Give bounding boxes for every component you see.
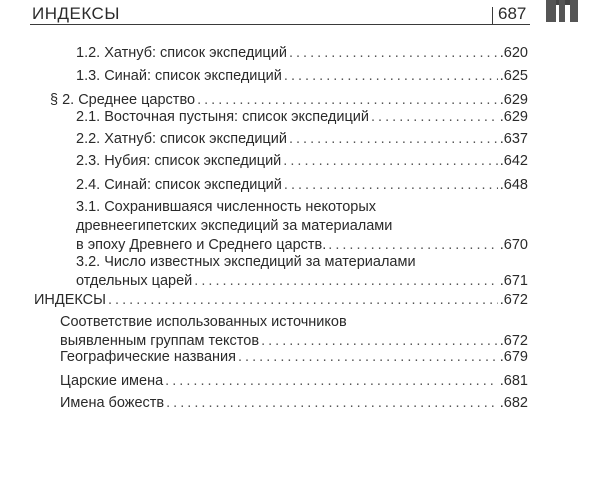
toc-entry-text: в эпоху Древнего и Среднего царств. <box>76 237 327 253</box>
toc-entry-row <box>76 130 528 149</box>
toc-entry-page: .681 <box>499 373 528 389</box>
toc-entry[interactable] <box>76 67 528 86</box>
toc-entry-text: Географические названия <box>60 349 236 365</box>
toc-entry-page: .672 <box>499 333 528 349</box>
dot-leader <box>289 130 498 149</box>
toc-entry-text: 2.2. Хатнуб: список экспедиций <box>76 131 287 147</box>
toc-entry[interactable] <box>76 253 528 291</box>
toc-entry[interactable] <box>60 372 528 391</box>
toc-entry-page: .679 <box>499 349 528 365</box>
toc-entry-row <box>76 44 528 63</box>
toc-entry-text: Царские имена <box>60 373 164 389</box>
toc-entry-row <box>60 372 528 391</box>
toc-entry-row <box>76 152 528 171</box>
toc-entry[interactable] <box>76 176 528 195</box>
toc-entry-text: 3.2. Число известных экспедиций за материалами <box>76 254 416 270</box>
toc-entry-text: древнеегипетских экспедиций за материалами <box>76 218 393 234</box>
toc-entry-page: .642 <box>499 153 528 169</box>
toc-entry[interactable] <box>60 313 528 351</box>
toc-entry-page: .625 <box>499 68 528 84</box>
toc-entry-page: .670 <box>499 237 528 253</box>
running-header <box>30 3 530 25</box>
dot-leader <box>284 176 498 195</box>
dot-leader <box>165 372 498 391</box>
toc-entry-text: 1.3. Синай: список экспедиций <box>76 68 282 84</box>
toc-entry[interactable] <box>76 108 528 127</box>
toc-entry-text: 2.4. Синай: список экспедиций <box>76 177 282 193</box>
toc-entry-text: § 2. Среднее царство <box>50 92 196 108</box>
toc-entry-page: .620 <box>499 45 528 61</box>
toc-entry[interactable] <box>76 130 528 149</box>
page-edge-tab-marks <box>546 0 578 22</box>
toc-entry-page: .629 <box>499 92 528 108</box>
dot-leader <box>283 152 497 171</box>
toc-entry-row <box>60 394 528 413</box>
edge-tab-bar <box>570 0 578 22</box>
toc-entry-text: 1.2. Хатнуб: список экспедиций <box>76 45 287 61</box>
toc-entry-text: Имена божеств <box>60 395 165 411</box>
toc-entry-text: 3.1. Сохранившаяся численность некоторых <box>76 199 377 215</box>
toc-entry-text: отдельных царей <box>76 273 193 289</box>
dot-leader <box>166 394 498 413</box>
toc-entry-row <box>76 108 528 127</box>
toc-entry-page: .637 <box>499 131 528 147</box>
toc-entry-text: ИНДЕКСЫ <box>34 292 106 308</box>
toc-entry[interactable] <box>76 44 528 63</box>
toc-entry-text: 2.3. Нубия: список экспедиций <box>76 153 282 169</box>
dot-leader <box>289 44 498 63</box>
toc-entry[interactable] <box>76 198 528 255</box>
running-header-title: ИНДЕКСЫ <box>32 4 120 23</box>
page-number: 687 <box>498 4 527 23</box>
toc-entry[interactable] <box>60 394 528 413</box>
toc-entry-page: .682 <box>499 395 528 411</box>
toc-entry-page: .629 <box>499 109 528 125</box>
toc-entry-row <box>76 176 528 195</box>
toc-entry-text: Соответствие использованных источников <box>60 314 347 330</box>
header-rule <box>30 24 530 25</box>
edge-tab-bar <box>559 0 565 22</box>
toc-entry-page: .672 <box>499 292 528 308</box>
dot-leader <box>238 348 498 367</box>
toc-entry-row <box>76 67 528 86</box>
dot-leader <box>371 108 498 127</box>
toc-entry-row <box>34 291 528 310</box>
toc-entry-row <box>60 348 528 367</box>
toc-entry-row <box>76 272 528 291</box>
dot-leader <box>194 272 497 291</box>
toc-entry[interactable] <box>60 348 528 367</box>
header-page-divider <box>492 7 493 25</box>
toc-entry-text: выявленным группам текстов <box>60 333 260 349</box>
toc-entry[interactable] <box>34 291 528 310</box>
toc-entry-page: .648 <box>499 177 528 193</box>
toc-entry[interactable] <box>76 152 528 171</box>
edge-tab-bar <box>546 0 556 22</box>
dot-leader <box>284 67 498 86</box>
toc-entry-page: .671 <box>499 273 528 289</box>
toc-entry-text: 2.1. Восточная пустыня: список экспедиций <box>76 109 369 125</box>
dot-leader <box>108 291 498 310</box>
